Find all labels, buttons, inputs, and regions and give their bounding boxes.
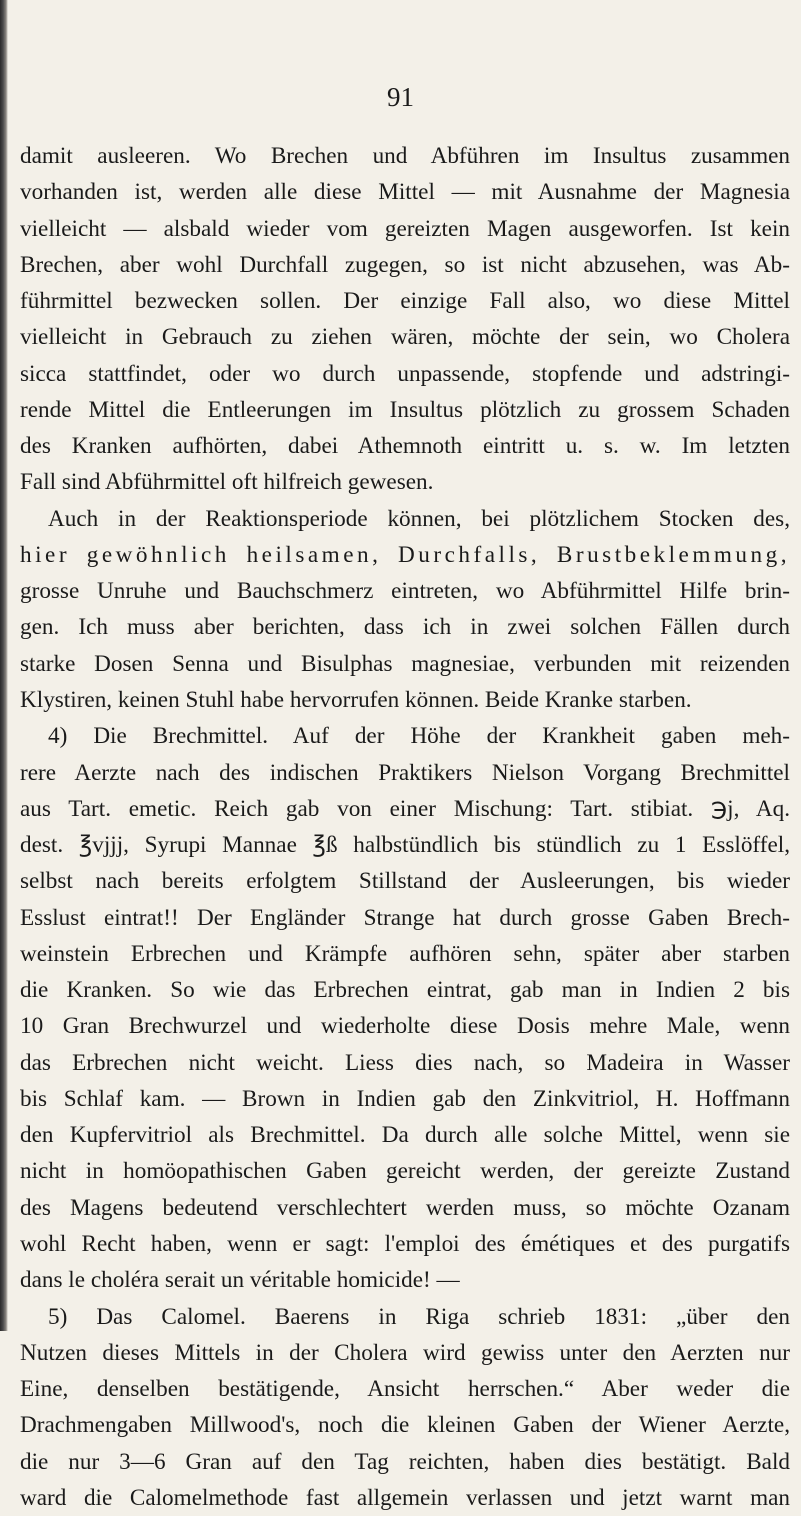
text-line: die Kranken. So wie das Erbrechen eintrat, gab man in Indien 2 bis — [20, 977, 790, 1004]
text-line: den Kupfervitriol als Brechmittel. Da durch alle solche Mittel, wenn sie — [20, 1122, 790, 1149]
page-number: 91 — [387, 82, 414, 112]
text-line: Klystiren, keinen Stuhl habe hervorrufen können. Beide Kranke starben. — [20, 686, 692, 713]
text-line: 4) Die Brechmittel. Auf der Höhe der Krankheit gaben meh- — [48, 723, 790, 750]
text-line: Brechen, aber wohl Durchfall zugegen, so ist nicht abzusehen, was Ab- — [20, 251, 790, 278]
text-line: starke Dosen Senna und Bisulphas magnesiae, verbunden mit reizenden — [20, 650, 790, 677]
text-line: das Erbrechen nicht weicht. Liess dies nach, so Madeira in Wasser — [20, 1049, 790, 1076]
binding-edge — [0, 0, 8, 1331]
text-line: vielleicht in Gebrauch zu ziehen wären, möchte der sein, wo Cholera — [20, 324, 790, 351]
text-line: selbst nach bereits erfolgtem Stillstand der Ausleerungen, bis wieder — [20, 868, 790, 895]
text-line: gen. Ich muss aber berichten, dass ich in zwei solchen Fällen durch — [20, 614, 790, 641]
text-line: vielleicht — alsbald wieder vom gereizten Magen ausgeworfen. Ist kein — [20, 215, 790, 242]
text-line: dest. ℥vjjj, Syrupi Mannae ℥ß halbstündlich bis stündlich zu 1 Esslöffel, — [20, 832, 790, 859]
text-line: sicca stattfindet, oder wo durch unpassende, stopfende und adstringi- — [20, 360, 790, 387]
text-line: weinstein Erbrechen und Krämpfe aufhören sehn, später aber starben — [20, 940, 790, 967]
text-line: 5) Das Calomel. Baerens in Riga schrieb 1831: „über den — [48, 1303, 790, 1330]
text-line: Auch in der Reaktionsperiode können, bei plötzlichem Stocken des, — [48, 505, 790, 532]
text-line: damit ausleeren. Wo Brechen und Abführen im Insultus zusammen — [20, 143, 790, 169]
text-line: Drachmengaben Millwood's, noch die kleinen Gaben der Wiener Aerzte, — [20, 1412, 790, 1439]
text-line: Nutzen dieses Mittels in der Cholera wird gewiss unter den Aerzten nur — [20, 1339, 790, 1366]
text-line: grosse Unruhe und Bauchschmerz eintreten, wo Abführmittel Hilfe brin- — [20, 578, 790, 605]
text-line: des Magens bedeutend verschlechtert werden muss, so möchte Ozanam — [20, 1194, 790, 1221]
text-line: 10 Gran Brechwurzel und wiederholte diese Dosis mehre Male, wenn — [20, 1013, 790, 1040]
text-line: Eine, denselben bestätigende, Ansicht herrschen.“ Aber weder die — [20, 1376, 790, 1403]
text-line: rere Aerzte nach des indischen Praktikers Nielson Vorgang Brechmittel — [20, 759, 790, 786]
text-line: ward die Calomelmethode fast allgemein verlassen und jetzt warnt man — [20, 1484, 790, 1511]
text-line: rende Mittel die Entleerungen im Insultus plötzlich zu grossem Schaden — [20, 396, 790, 423]
text-line: nicht in homöopathischen Gaben gereicht werden, der gereizte Zustand — [20, 1158, 790, 1185]
text-line: die nur 3—6 Gran auf den Tag reichten, haben dies bestätigt. Bald — [20, 1448, 790, 1475]
text-line: Esslust eintrat!! Der Engländer Strange hat durch grosse Gaben Brech- — [20, 904, 790, 931]
text-line: aus Tart. emetic. Reich gab von einer Mischung: Tart. stibiat. ℈j, Aq. — [20, 795, 790, 822]
text-line: führmittel bezwecken sollen. Der einzige Fall also, wo diese Mittel — [20, 288, 790, 315]
text-line: des Kranken aufhörten, dabei Athemnoth eintritt u. s. w. Im letzten — [20, 433, 790, 460]
text-line: Fall sind Abführmittel oft hilfreich gewesen. — [20, 469, 434, 496]
text-line: vorhanden ist, werden alle diese Mittel — mit Ausnahme der Magnesia — [20, 179, 790, 206]
text-line: hier gewöhnlich heilsamen, Durchfalls, Brustbeklemmung, — [20, 541, 790, 568]
body-text — [20, 138, 790, 1516]
text-line: wohl Recht haben, wenn er sagt: l'emploi des émétiques et des purgatifs — [20, 1230, 790, 1257]
text-line: bis Schlaf kam. — Brown in Indien gab den Zinkvitriol, H. Hoffmann — [20, 1085, 790, 1112]
text-line: dans le choléra serait un véritable homicide! — — [20, 1267, 460, 1294]
